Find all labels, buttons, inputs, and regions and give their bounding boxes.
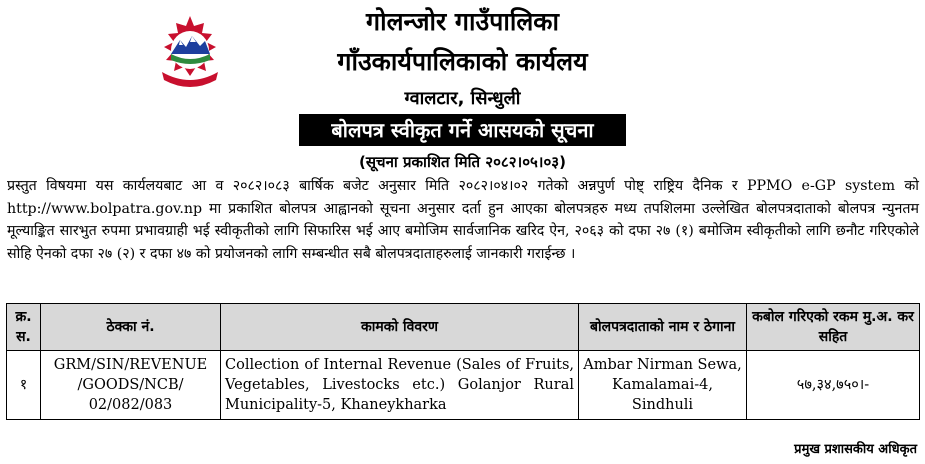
header-bid-amount: कबोल गरिएको रकम मु.अ. कर सहित <box>747 304 920 351</box>
header-serial-number: क्र. स. <box>7 304 41 351</box>
cell-bidder: Ambar Nirman Sewa, Kamalamai-4, Sindhuli <box>579 351 747 420</box>
table-row <box>7 351 920 420</box>
cell-contract-number: GRM/SIN/REVENUE /GOODS/NCB/ 02/082/083 <box>41 351 221 420</box>
office-location: ग्वालटार, सिन्धुली <box>404 88 521 109</box>
header-contract-number: ठेक्का नं. <box>41 304 221 351</box>
organization-name: गोलन्जोर गाउँपालिका <box>366 7 559 36</box>
office-name: गाँउकार्यपालिकाको कार्यलय <box>337 47 588 76</box>
notice-title: बोलपत्र स्वीकृत गर्ने आसयको सूचना <box>299 114 626 146</box>
header-work-description: कामको विवरण <box>221 304 579 351</box>
notice-paragraph: प्रस्तुत विषयमा यस कार्यलयबाट आ व २०८२।०८३ बार्षिक बजेट अनुसार मिति २०८२।०४।०२ गतेको अन्नपुर्ण पोष्ट् राष्ट्रिय दैनिक र PPMO e-GP system को http://www.bolpatra.gov.np मा प्रकाशित बोलपत्र आह्वानको सूचना अनुसार दर्ता हुन आएका बोलपत्रहरु मध्य तपशिलमा उल्लेखित बोलपत्रदाताको बोलपत्र न्युनतम मूल्याङ्कित सारभुत रुपमा प्रभावग्राही भई स्वीकृतीको लागि सिफारिस भई आए बमोजिम सार्वजानिक खरिद ऐन, २०६३ को दफा २७ (१) बमोजिम स्वीकृतीको लागि छनौट गरिएकोले सोहि ऐनको दफा २७ (२) र दफा ४७ को प्रयोजनको लागि सम्बन्धीत सबै बोलपत्रदाताहरुलाई जानकारी गराईन्छ । <box>7 178 919 262</box>
publish-date: (सूचना प्रकाशित मिति २०८२।०५।०३) <box>359 153 566 171</box>
cell-serial-number: १ <box>7 351 41 420</box>
notice-body <box>7 175 919 265</box>
header-bidder-name-address: बोलपत्रदाताको नाम र ठेगाना <box>579 304 747 351</box>
cell-amount: ५७,३४,७५०।- <box>747 351 920 420</box>
bid-table <box>6 303 920 420</box>
signatory-title: प्रमुख प्रशासकीय अधिकृत <box>794 442 917 457</box>
table-header-row <box>7 304 920 351</box>
cell-work-description: Collection of Internal Revenue (Sales of Fruits, Vegetables, Livestocks etc.) Golanjor Rural Municipality-5, Khaneykharka <box>221 351 579 420</box>
